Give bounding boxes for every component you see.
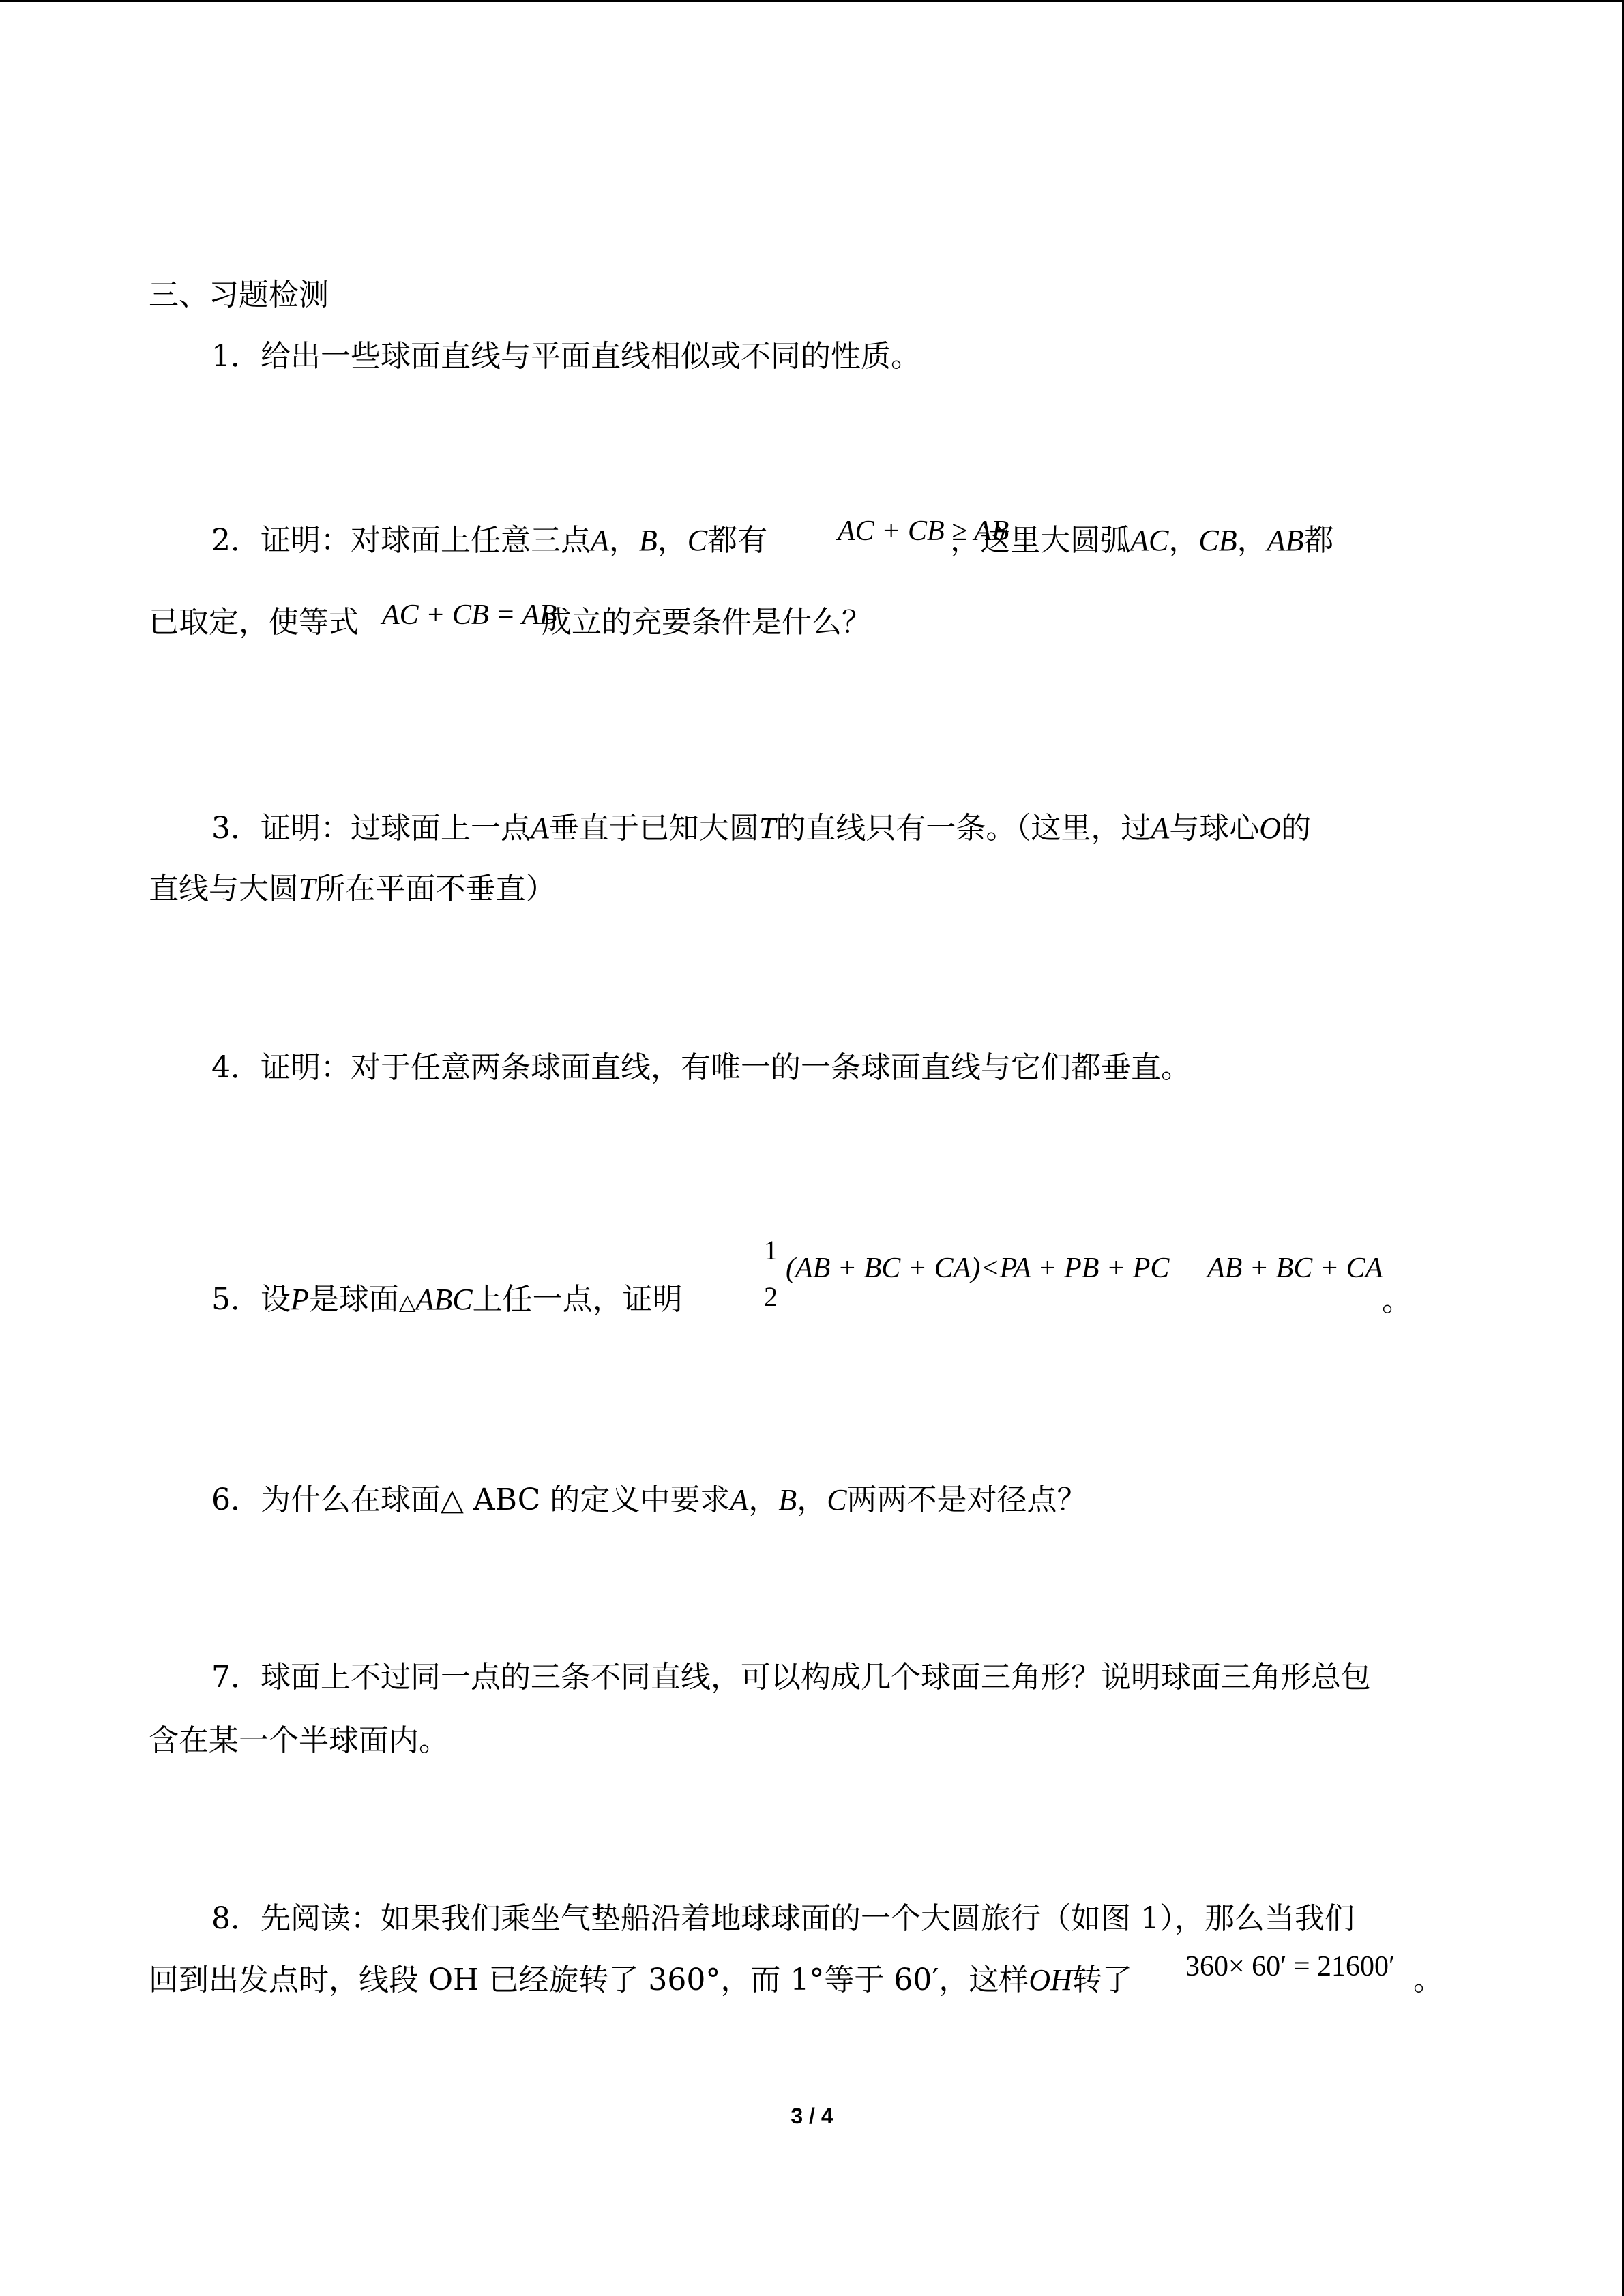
question-6: 6．为什么在球面△ ABC 的定义中要求A，B，C两两不是对径点？	[211, 1482, 1087, 1517]
question-5: 5．设P是球面△ABC上任一点，证明	[211, 1282, 683, 1317]
question-5-end: 。	[1382, 1283, 1412, 1318]
question-1: 1．给出一些球面直线与平面直线相似或不同的性质。	[211, 339, 921, 374]
question-8-line-1: 8．先阅读：如果我们乘坐气垫船沿着地球球面的一个大圆旅行（如图 1），那么当我们	[211, 1901, 1355, 1936]
question-2-line-1: 2．证明：对球面上任意三点A，B，C都有 ，这里大圆弧AC，CB，AB都	[211, 523, 1334, 558]
inequality-formula: AC + CB ≥ AB	[838, 516, 1009, 547]
angle-formula: 360× 60′ = 21600′	[1185, 1951, 1396, 1982]
top-border	[0, 0, 1624, 2]
question-4: 4．证明：对于任意两条球面直线，有唯一的一条球面直线与它们都垂直。	[211, 1050, 1191, 1085]
question-2-line-2: 已取定，使等式 成立的充要条件是什么？	[149, 605, 872, 640]
question-8-line-2: 回到出发点时，线段 OH 已经旋转了 360°，而 1°等于 60′，这样OH转了	[149, 1963, 1132, 1997]
inequality-formula-5a: (AB + BC + CA)<PA + PB + PC	[786, 1253, 1170, 1284]
fraction-denominator: 2	[764, 1281, 778, 1312]
equality-formula: AC + CB = AB	[382, 599, 557, 631]
fraction-numerator: 1	[764, 1235, 778, 1266]
question-7-line-2: 含在某一个半球面内。	[149, 1723, 449, 1758]
question-7-line-1: 7．球面上不过同一点的三条不同直线，可以构成几个球面三角形？说明球面三角形总包	[211, 1660, 1371, 1695]
page-number: 3 / 4	[791, 2104, 833, 2128]
question-3-line-1: 3．证明：过球面上一点A垂直于已知大圆T的直线只有一条。（这里，过A与球心O的	[211, 811, 1312, 846]
section-title: 三、习题检测	[149, 278, 329, 312]
question-3-line-2: 直线与大圆T所在平面不垂直）	[149, 871, 556, 906]
question-8-end: 。	[1413, 1963, 1443, 1997]
inequality-formula-5b: AB + BC + CA	[1207, 1253, 1383, 1284]
